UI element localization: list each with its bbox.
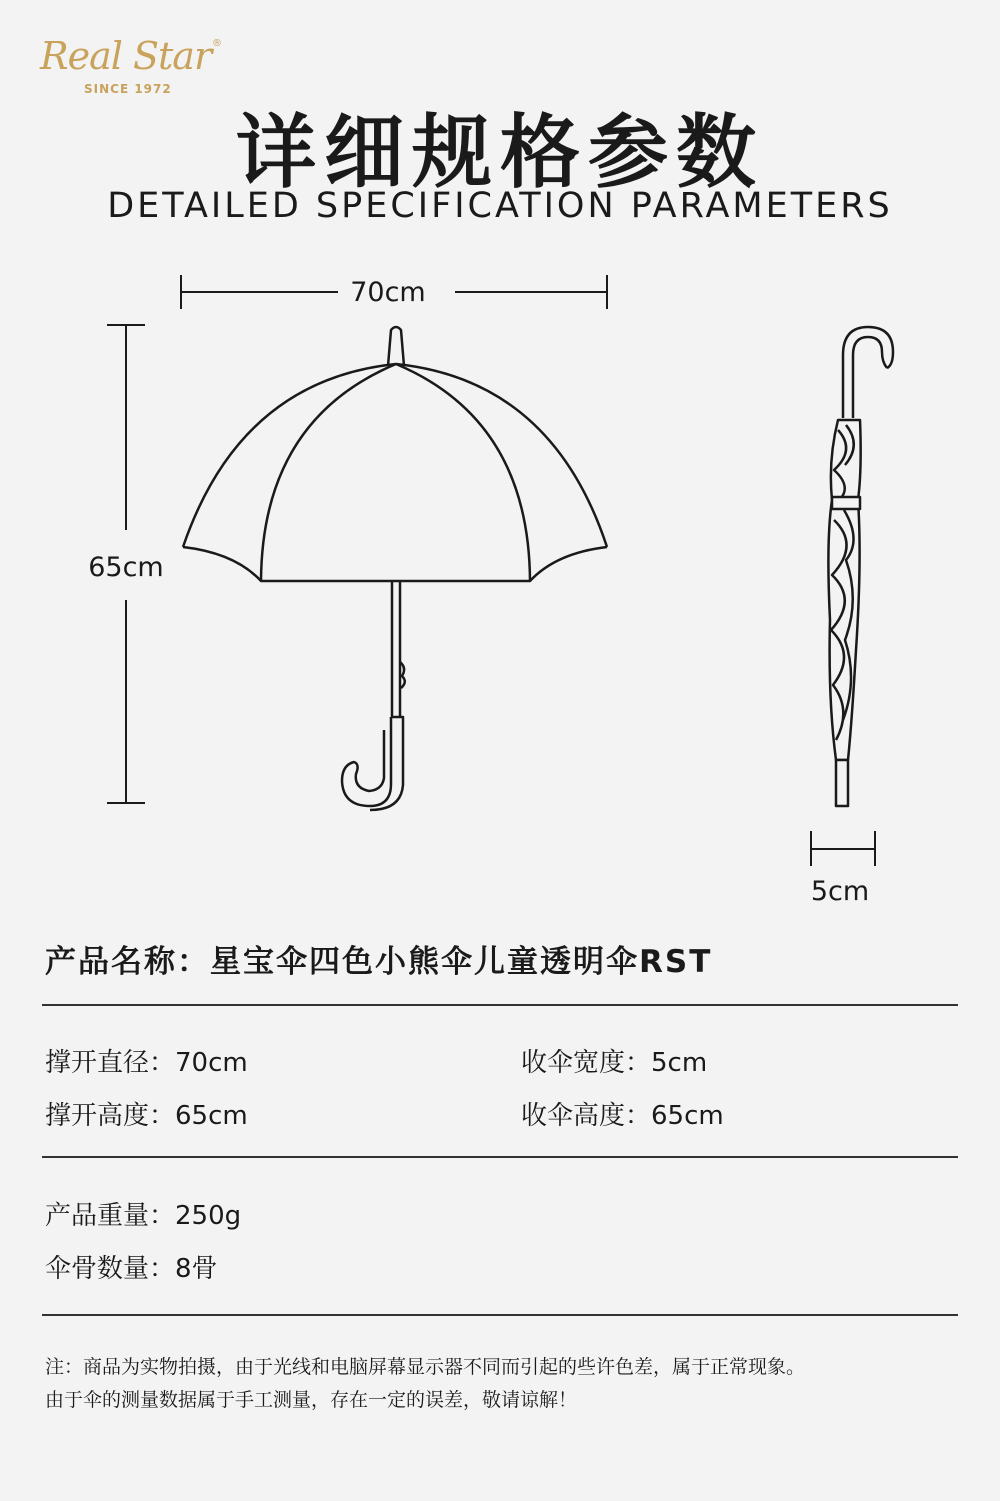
umbrella-dimension-diagram xyxy=(0,240,1000,920)
divider xyxy=(42,1314,958,1316)
open-umbrella-illustration xyxy=(183,327,607,810)
page-subtitle: DETAILED SPECIFICATION PARAMETERS xyxy=(107,186,893,226)
closed-umbrella-illustration xyxy=(828,327,893,806)
spec-closed-width xyxy=(521,1042,707,1079)
spec-open-diameter xyxy=(45,1042,248,1079)
spec-label: 收伞宽度： xyxy=(521,1048,652,1078)
spec-ribs xyxy=(45,1248,218,1285)
spec-label: 收伞高度： xyxy=(521,1101,652,1131)
spec-label: 撑开直径： xyxy=(45,1048,176,1078)
spec-open-height xyxy=(45,1095,248,1132)
spec-weight xyxy=(45,1195,241,1232)
spec-label: 撑开高度： xyxy=(45,1101,176,1131)
spec-value: 65cm xyxy=(651,1101,724,1131)
divider xyxy=(42,1156,958,1158)
open-height-label: 65cm xyxy=(88,552,164,583)
registered-mark: ® xyxy=(212,38,222,49)
product-name-label: 产品名称： xyxy=(45,944,210,980)
spec-value: 5cm xyxy=(651,1048,708,1078)
closed-width-label: 5cm xyxy=(810,876,870,907)
note-line-1: 注：商品为实物拍摄，由于光线和电脑屏幕显示器不同而引起的些许色差，属于正常现象。 xyxy=(45,1356,806,1378)
divider xyxy=(42,1004,958,1006)
product-name-value: 星宝伞四色小熊伞儿童透明伞RST xyxy=(210,944,713,980)
open-width-label: 70cm xyxy=(350,277,426,308)
note-line-2: 由于伞的测量数据属于手工测量，存在一定的误差，敬请谅解！ xyxy=(45,1389,578,1411)
spec-label: 伞骨数量： xyxy=(45,1254,176,1284)
spec-value: 8骨 xyxy=(175,1254,218,1284)
logo-since: SINCE 1972 xyxy=(84,82,172,96)
closed-width-dimension xyxy=(811,831,875,866)
logo-wordmark: Real Star xyxy=(40,34,212,78)
product-name xyxy=(45,936,712,981)
spec-closed-height xyxy=(521,1095,724,1132)
spec-value: 65cm xyxy=(175,1101,248,1131)
spec-value: 70cm xyxy=(175,1048,248,1078)
page-title: 详细规格参数 xyxy=(236,106,764,199)
spec-value: 250g xyxy=(175,1201,242,1231)
spec-label: 产品重量： xyxy=(45,1201,176,1231)
